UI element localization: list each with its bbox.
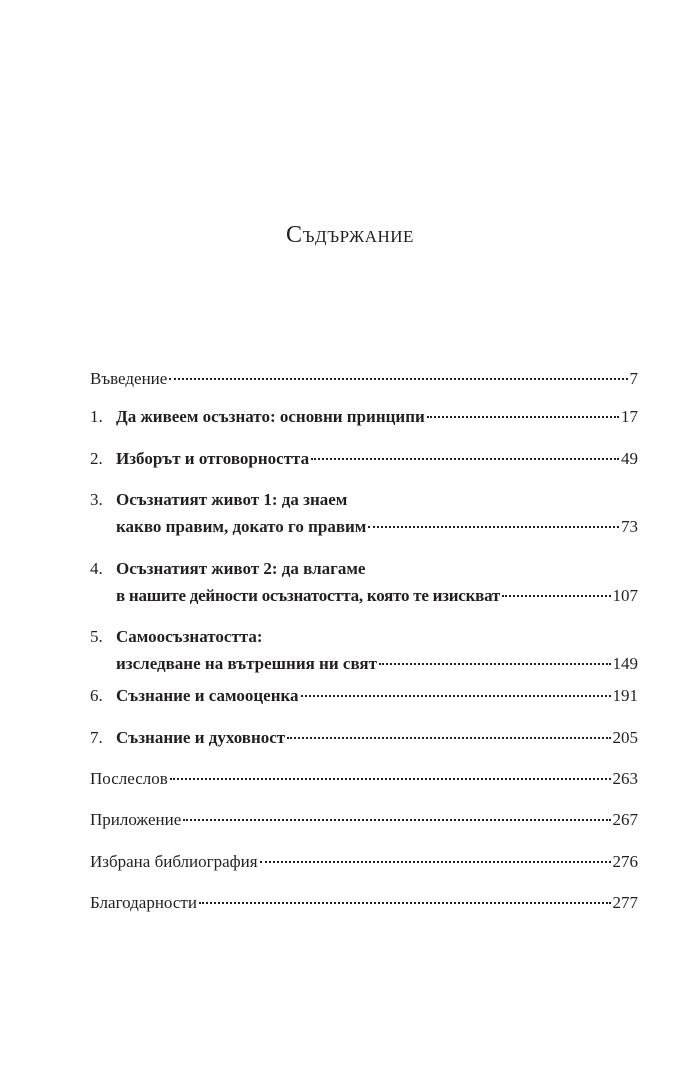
chapter-number: 4. bbox=[90, 559, 103, 578]
toc-entry-chapter-2 bbox=[90, 445, 638, 472]
entry-title-line-1: Самоосъзнатостта: bbox=[116, 627, 263, 646]
chapter-number: 7. bbox=[90, 728, 103, 747]
page-number: 7 bbox=[629, 369, 638, 388]
entry-title-line-2: в нашите дейности осъзнатостта, която те изискват bbox=[116, 586, 500, 605]
toc-entry-introduction bbox=[90, 365, 638, 392]
entry-title: Послеслов bbox=[90, 769, 168, 788]
page-number: 17 bbox=[621, 407, 638, 426]
dot-leader bbox=[301, 691, 611, 697]
dot-leader bbox=[379, 659, 611, 665]
dot-leader bbox=[183, 815, 610, 821]
chapter-number: 5. bbox=[90, 627, 103, 646]
page-number: 276 bbox=[612, 852, 638, 871]
entry-title: Въведение bbox=[90, 369, 168, 388]
entry-title: Благодарности bbox=[90, 893, 197, 912]
page-number: 107 bbox=[612, 586, 638, 605]
chapter-number: 3. bbox=[90, 490, 103, 509]
toc-entry-chapter-1 bbox=[90, 403, 638, 430]
toc-entry-chapter-3 bbox=[90, 486, 638, 540]
entry-title-line-2: какво правим, докато го правим bbox=[116, 517, 367, 536]
dot-leader bbox=[199, 898, 611, 904]
entry-title-line-2: изследване на вътрешния ни свят bbox=[116, 654, 377, 673]
dot-leader bbox=[311, 454, 619, 460]
table-of-contents bbox=[90, 365, 638, 912]
dot-leader bbox=[170, 774, 611, 780]
entry-title: Избрана библиография bbox=[90, 852, 258, 871]
entry-title: Изборът и отговорността bbox=[116, 449, 310, 468]
chapter-number: 1. bbox=[90, 407, 103, 426]
page-number: 149 bbox=[612, 654, 638, 673]
entry-title: Съзнание и самооценка bbox=[116, 686, 299, 705]
entry-title: Да живеем осъзнато: основни принципи bbox=[116, 407, 425, 426]
entry-title: Съзнание и духовност bbox=[116, 728, 286, 747]
page-number: 263 bbox=[612, 769, 638, 788]
page-number: 205 bbox=[612, 728, 638, 747]
page-number: 49 bbox=[621, 449, 638, 468]
dot-leader bbox=[169, 374, 627, 380]
entry-title-line-1: Осъзнатият живот 2: да влагаме bbox=[116, 559, 366, 578]
toc-entry-chapter-6 bbox=[90, 682, 638, 709]
toc-entry-acknowledgements bbox=[90, 889, 638, 916]
page-title: Съдържание bbox=[286, 222, 414, 248]
dot-leader bbox=[427, 412, 619, 418]
page-number: 267 bbox=[612, 810, 638, 829]
toc-entry-chapter-4 bbox=[90, 555, 638, 609]
entry-title-line-1: Осъзнатият живот 1: да знаем bbox=[116, 490, 348, 509]
toc-entry-chapter-7 bbox=[90, 724, 638, 751]
page-number: 277 bbox=[612, 893, 638, 912]
dot-leader bbox=[502, 591, 611, 597]
toc-entry-afterword bbox=[90, 765, 638, 792]
page-number: 73 bbox=[621, 517, 638, 536]
toc-entry-chapter-5 bbox=[90, 623, 638, 677]
toc-entry-bibliography bbox=[90, 848, 638, 875]
dot-leader bbox=[368, 522, 619, 528]
toc-entry-appendix bbox=[90, 806, 638, 833]
page-number: 191 bbox=[612, 686, 638, 705]
dot-leader bbox=[287, 733, 610, 739]
dot-leader bbox=[260, 857, 611, 863]
chapter-number: 2. bbox=[90, 449, 103, 468]
entry-title: Приложение bbox=[90, 810, 182, 829]
chapter-number: 6. bbox=[90, 686, 103, 705]
